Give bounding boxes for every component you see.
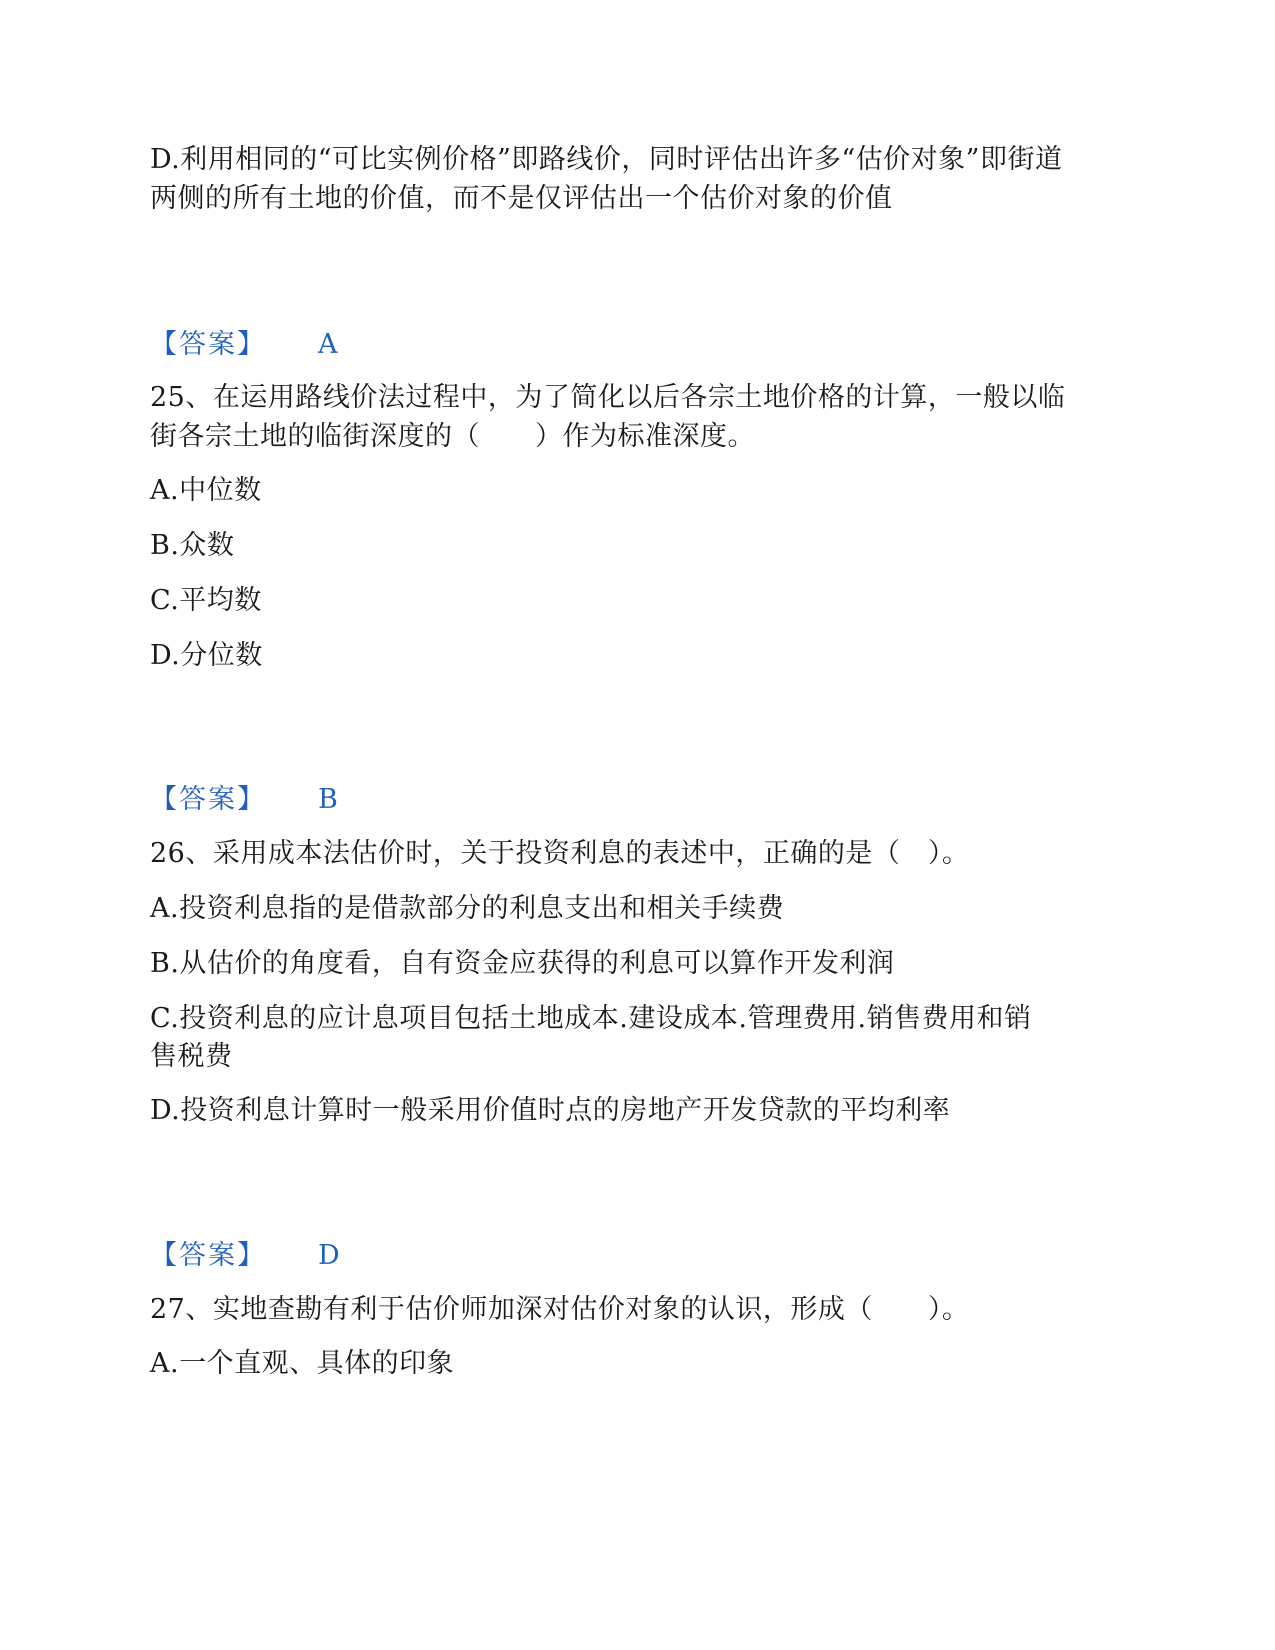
q27-stem: 27、实地查勘有利于估价师加深对估价对象的认识，形成（ ）。 xyxy=(150,1294,970,1325)
q25-stem-line2: 街各宗土地的临街深度的（ ）作为标准深度。 xyxy=(150,421,755,452)
answer-row xyxy=(150,327,338,363)
q26-option-b: B.从估价的角度看，自有资金应获得的利息可以算作开发利润 xyxy=(150,948,895,979)
q26-option-c-line2: 售税费 xyxy=(150,1041,233,1072)
answer-row xyxy=(150,1238,340,1274)
q26-stem: 26、采用成本法估价时，关于投资利息的表述中，正确的是（ ）。 xyxy=(150,838,970,869)
q27-option-a: A.一个直观、具体的印象 xyxy=(150,1348,455,1379)
answer-value: B xyxy=(318,784,339,815)
q25-option-c: C.平均数 xyxy=(150,585,262,616)
answer-label: 【答案】 xyxy=(150,1240,266,1271)
prev-option-d-line2: 两侧的所有土地的价值，而不是仅评估出一个估价对象的价值 xyxy=(150,183,893,214)
prev-option-d-line1: D.利用相同的“可比实例价格”即路线价，同时评估出许多“估价对象”即街道 xyxy=(150,144,1063,175)
answer-row xyxy=(150,782,338,818)
q26-option-a: A.投资利息指的是借款部分的利息支出和相关手续费 xyxy=(150,893,785,924)
q26-option-c-line1: C.投资利息的应计息项目包括土地成本.建设成本.管理费用.销售费用和销 xyxy=(150,1003,1032,1034)
q26-option-d: D.投资利息计算时一般采用价值时点的房地产开发贷款的平均利率 xyxy=(150,1095,951,1126)
answer-label: 【答案】 xyxy=(150,329,266,360)
answer-value: D xyxy=(318,1240,341,1271)
q25-option-b: B.众数 xyxy=(150,530,235,561)
q25-option-d: D.分位数 xyxy=(150,640,263,671)
answer-label: 【答案】 xyxy=(150,784,266,815)
answer-value: A xyxy=(318,329,338,360)
q25-option-a: A.中位数 xyxy=(150,475,262,506)
q25-stem-line1: 25、在运用路线价法过程中，为了简化以后各宗土地价格的计算，一般以临 xyxy=(150,382,1066,413)
